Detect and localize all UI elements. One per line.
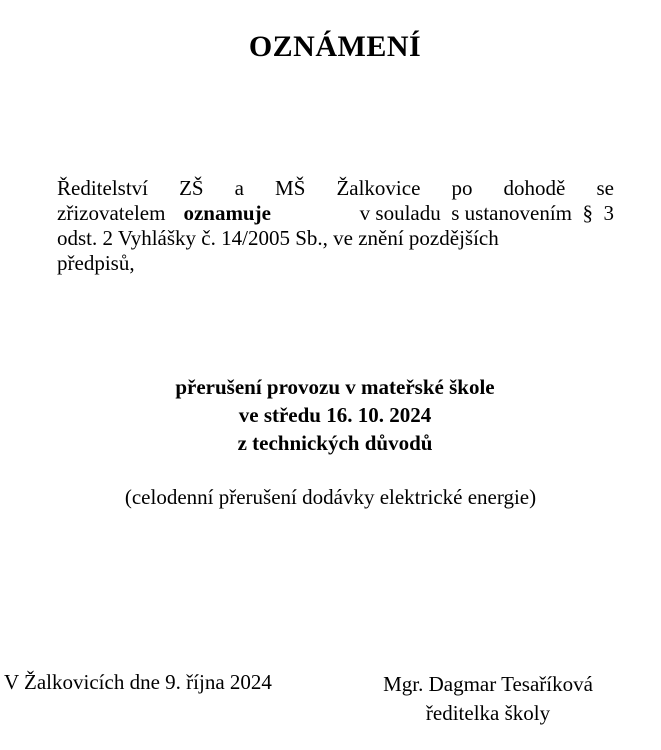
intro-word: a (234, 176, 244, 200)
announcement-line-1: přerušení provozu v mateřské škole (175, 375, 495, 399)
intro-line-2 (57, 201, 614, 226)
intro-word: Ředitelství (57, 176, 148, 200)
intro-word: MŠ (275, 176, 306, 200)
intro-line-1 (57, 176, 614, 201)
intro-word: dohodě (503, 176, 566, 200)
intro-text: zřizovatelem (57, 201, 166, 225)
intro-bold-verb: oznamuje (183, 201, 271, 225)
intro-paragraph (57, 176, 614, 276)
reason-text: (celodenní přerušení dodávky elektrické energie) (124, 485, 537, 509)
intro-word: ZŠ (179, 176, 204, 200)
announcement-line-3: z technických důvodů (237, 431, 433, 455)
intro-text: v souladu s ustanovením § 3 (359, 201, 614, 225)
intro-word: se (596, 176, 614, 200)
document-title: OZNÁMENÍ (248, 30, 422, 63)
intro-text: odst. 2 Vyhlášky č. 14/2005 Sb., ve znění pozdějších (57, 226, 499, 250)
signature-block (360, 670, 616, 728)
place-date: V Žalkovicích dne 9. října 2024 (4, 670, 272, 694)
intro-word: po (451, 176, 473, 200)
signer-role: ředitelka školy (425, 701, 551, 725)
intro-line-3 (57, 226, 614, 251)
signer-name: Mgr. Dagmar Tesaříková (383, 672, 593, 696)
intro-line-4: předpisů, (57, 251, 135, 275)
intro-word: Žalkovice (336, 176, 421, 200)
announcement-line-2: ve středu 16. 10. 2024 (238, 403, 432, 427)
